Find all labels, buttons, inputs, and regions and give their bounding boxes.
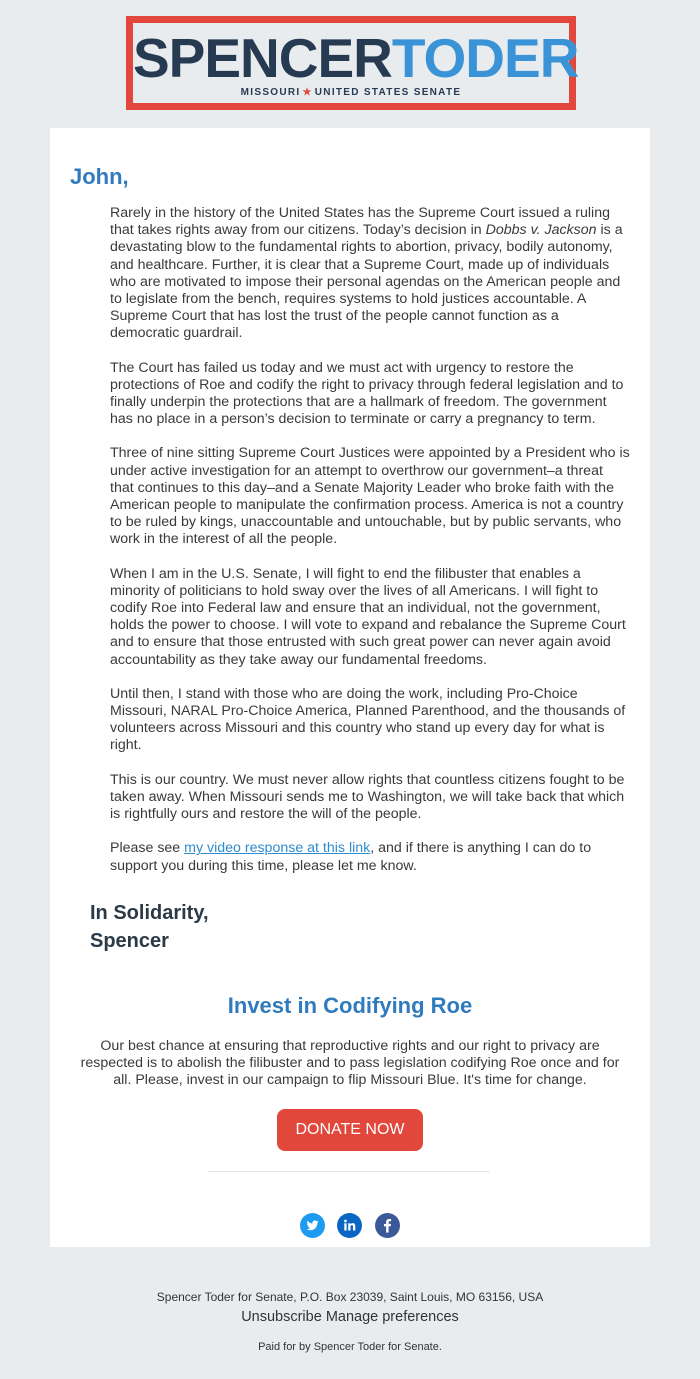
- invest-heading: Invest in Codifying Roe: [227, 993, 473, 1018]
- signoff: [90, 899, 209, 955]
- letter-paragraph-7: Please see my video response at this link, and if there is anything I can do to support you during this time, please let me know.: [110, 840, 592, 874]
- letter-paragraph-5: Until then, I stand with those who are doing the work, including Pro-Choice Missouri, NARAL Pro-Choice America, Planned Parenthood, and the thousands of volunteers across Missouri and this country who stand up every day for what is right.: [110, 685, 626, 754]
- footer-address: Spencer Toder for Senate, P.O. Box 23039, Saint Louis, MO 63156, USA: [156, 1290, 544, 1304]
- social-links: [300, 1213, 400, 1238]
- facebook-icon[interactable]: [375, 1213, 400, 1238]
- twitter-icon[interactable]: [300, 1213, 325, 1238]
- video-response-link[interactable]: my video response at this link: [184, 840, 371, 857]
- signoff-closing: In Solidarity,: [90, 902, 209, 924]
- case-name: Dobbs v. Jackson: [485, 222, 597, 239]
- letter-body: [110, 205, 630, 892]
- manage-preferences-link[interactable]: Manage preferences: [325, 1309, 459, 1325]
- logo-tagline-state: MISSOURI: [240, 87, 301, 98]
- campaign-logo: [126, 16, 579, 110]
- logo-tagline-office: UNITED STATES SENATE: [314, 87, 462, 98]
- divider: [208, 1171, 490, 1172]
- logo-wordmark: [133, 27, 579, 89]
- unsubscribe-link[interactable]: Unsubscribe: [241, 1309, 322, 1325]
- signoff-name: Spencer: [90, 930, 169, 952]
- letter-paragraph-1: Rarely in the history of the United States has the Supreme Court issued a ruling that takes rights away from our citizens. Today’s decision in Dobbs v. Jackson is a devastating blow to the fundamental rights to abortion, privacy, bodily autonomy, and healthcare. Further, it is clear that a Supreme Court, made up of individuals who are motivated to impose their personal agendas on the American people and to legislate from the bench, requires systems to hold justices accountable. A Supreme Court that has lost the trust of the people cannot function as a democratic guardrail.: [110, 205, 623, 342]
- donate-now-button[interactable]: DONATE NOW: [277, 1109, 423, 1151]
- letter-paragraph-6: This is our country. We must never allow rights that countless citizens fought to be taken away. When Missouri sends me to Washington, we will take back that which is rightfully ours and restore the will of the people.: [110, 771, 625, 823]
- logo-first-name: SPENCER: [133, 27, 392, 89]
- invest-paragraph: Our best chance at ensuring that reproductive rights and our right to privacy are respected is to abolish the filibuster and to pass legislation codifying Roe once and for all. Please, invest in our campaign to flip Missouri Blue. It's time for change.: [80, 1038, 620, 1089]
- logo-last-name: TODER: [391, 27, 579, 89]
- linkedin-icon[interactable]: [337, 1213, 362, 1238]
- paid-for-disclaimer: Paid for by Spencer Toder for Senate.: [258, 1341, 442, 1353]
- letter-paragraph-3: Three of nine sitting Supreme Court Justices were appointed by a President who is under active investigation for an attempt to overthrow our government–a threat that continues to this day–and a Senate Majority Leader who broke faith with the American people to manipulate the confirmation process. America is not a country to be ruled by kings, unaccountable and untouchable, but by public servants, who work in the interest of all the people.: [110, 445, 630, 548]
- email-body-card: [50, 128, 650, 1247]
- footer-links: [0, 1309, 700, 1325]
- letter-paragraph-2: The Court has failed us today and we must act with urgency to restore the protections of Roe and codify the right to privacy through federal legislation and to finally underpin the protections that are a hallmark of freedom. The government has no place in a person’s decision to terminate or carry a pregnancy to term.: [110, 359, 624, 428]
- letter-paragraph-4: When I am in the U.S. Senate, I will fight to end the filibuster that enables a minority of politicians to hold sway over the lives of all Americans. I will fight to codify Roe into Federal law and ensure that an individual, not the government, holds the power to choose. I will vote to expand and rebalance the Supreme Court and to ensure that those entrusted with such great power can never again avoid accountability as they take away our fundamental freedoms.: [110, 565, 626, 668]
- star-icon: ★: [302, 87, 313, 98]
- greeting: John,: [70, 164, 129, 189]
